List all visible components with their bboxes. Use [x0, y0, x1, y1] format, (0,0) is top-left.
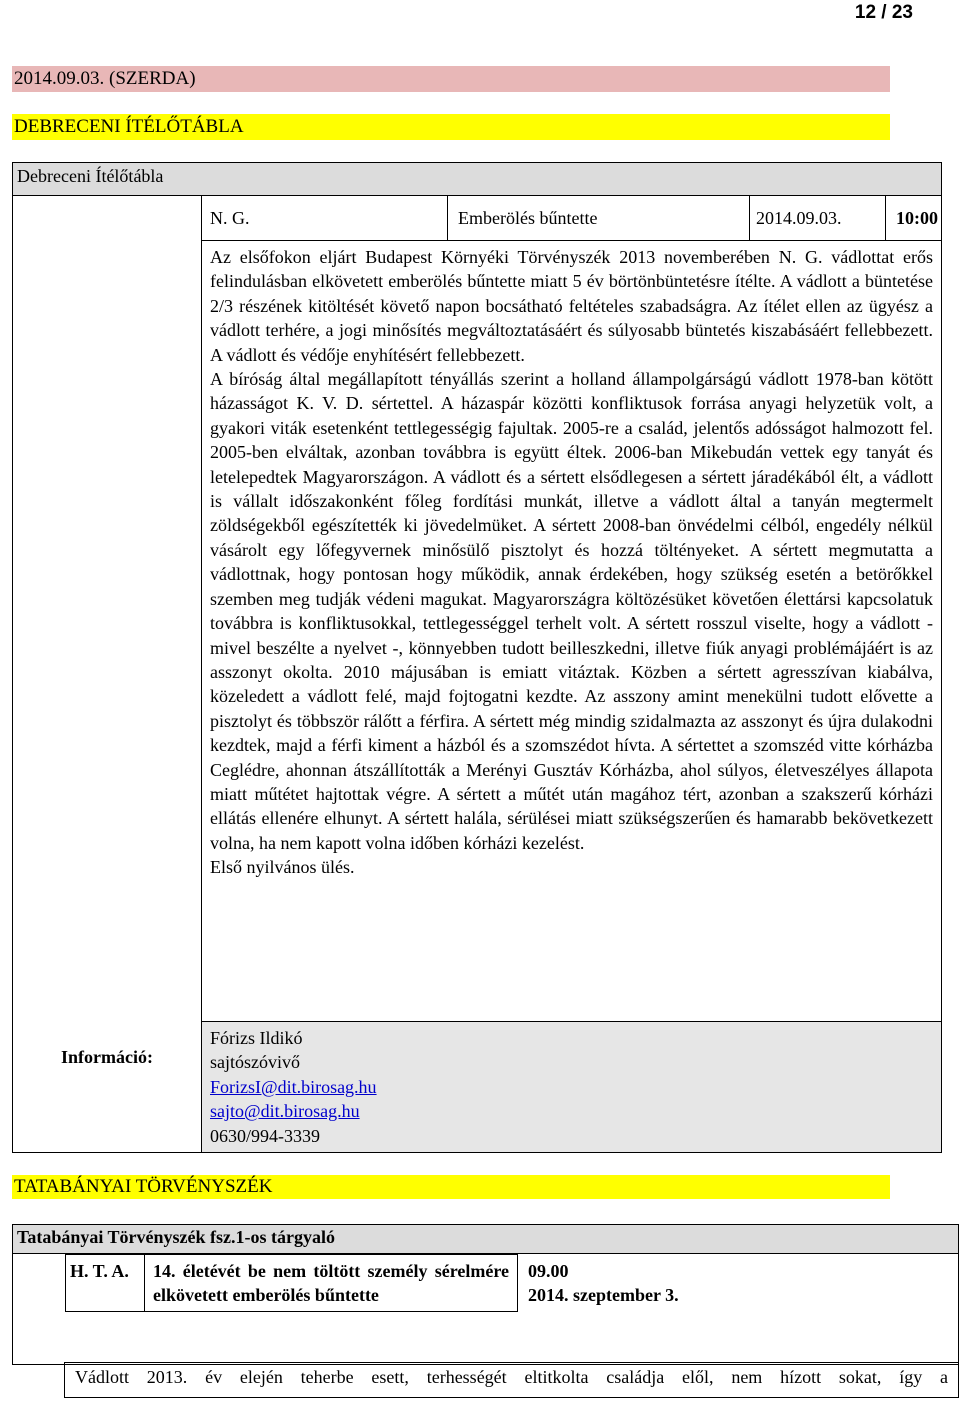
case-schedule-tb	[518, 1255, 689, 1312]
case-description	[202, 241, 942, 1022]
case-table-tatabanya	[65, 1254, 689, 1312]
case-time: 10:00	[886, 196, 942, 241]
court-name: Debreceni Ítélőtábla	[13, 163, 942, 196]
case-date: 2014.09.03.	[750, 196, 886, 241]
case-description-tb: Vádlott 2013. év elején teherbe esett, terhességét eltitkolta családja elől, nem hízott sokat, így a	[64, 1362, 959, 1398]
info-label: Információ:	[13, 196, 202, 1153]
case-defendant: N. G.	[202, 196, 448, 241]
hearing-table-tatabanya	[12, 1224, 959, 1365]
contact-block	[202, 1022, 942, 1153]
case-defendant-tb: H. T. A.	[66, 1255, 145, 1312]
paragraph-facts: A bíróság által megállapított tényállás szerint a holland állampolgárságú vádlott 1978-ban kötött házasságot K. V. D. sértettel. A házaspár közötti konfliktusok forrása anyagi helyzetük volt, a gyakori viták esetenként tettlegességig fajultak. 2005-re a család, jelentős adósságot halmozott fel. 2005-ben elváltak, azonban továbbra is együtt éltek. 2006-ban Mikebudán vettek egy tanyát és letelepedtek Magyarországon. A vádlott és a sértett elsődlegesen a sértett járadékából élt, a vádlott is vállalt időszakonként főleg fordítási munkát, illetve a vádlott által a tanyán megtermelt zöldségekből egészítették ki jövedelmüket. A sértett 2008-ban önvédelmi célból, engedély nélkül vásárolt egy lőfegyvernek minősülő pisztolyt és hozzá töltényeket. A sértett megmutatta a vádlottnak, hogy pontosan hogy működik, annak érdekében, hogy szükség esetén a betörőkkel szemben meg tudják védeni magukat. Magyarországra költözésüket követően élettársi kapcsolatuk továbbra is konfliktusokkal, tettlegességgel terhelt volt. A sértett rosszul viselte, hogy a vádlott - mivel beszélte a nyelvet -, könnyebben tudott beilleszkedni, illetve fiúk anyagi problémájáért is az asszonyt okolta. 2010 májusában is emiatt vitáztak. Közben a sértett agresszívan kiabálva, közeledett a vádlott felé, majd fojtogatni kezdte. Az asszony amint menekülni tudott elővette a pisztolyt és többször rálőtt a férfira. A sértett még mindig szidalmazta az asszonyt és újra dulakodni kezdtek, majd a férfi kiment a házból és a szomszédot hívta. A sértettet a szomszéd vitte kórházba Ceglédre, ahonnan átszállították a Merényi Gusztáv Kórházba, ahol súlyos, életveszélyes állapota miatt műtétet hajtottak végre. A sértett a műtét után magához tért, azonban a szakszerű kórházi ellátás ellenére elhunyt. A sértett halála, sérülései miatt szükségszerűen és hamarabb bekövetkezett volna, ha nem kapott volna időben kórházi kezelést.	[210, 369, 933, 853]
venue-title: Tatabányai Törvényszék fsz.1-os tárgyaló	[13, 1225, 958, 1254]
contact-phone: 0630/994-3339	[210, 1125, 320, 1146]
hearing-table-debrecen	[12, 162, 942, 1153]
case-date-tb: 2014. szeptember 3.	[528, 1284, 679, 1305]
contact-name: Fórizs Ildikó	[210, 1028, 303, 1048]
case-charge-tb: 14. életévét be nem töltött személy sérelmére elkövetett emberölés bűntette	[145, 1255, 518, 1312]
press-email-link[interactable]: sajto@dit.birosag.hu	[210, 1101, 360, 1122]
date-header: 2014.09.03. (SZERDA)	[12, 66, 890, 92]
page-number: 12 / 23	[854, 2, 913, 23]
case-time-tb: 09.00	[528, 1260, 569, 1281]
contact-email-link[interactable]: ForizsI@dit.birosag.hu	[210, 1076, 377, 1097]
court-header-debrecen: DEBRECENI ÍTÉLŐTÁBLA	[12, 114, 890, 140]
paragraph-appeal: Az elsőfokon eljárt Budapest Környéki Törvényszék 2013 novemberében N. G. vádlottat erős felindulásban elkövetett emberölés bűntette miatt 5 év börtönbüntetésre ítélte. A vádlott a büntetése 2/3 részének kitöltését követő napon bocsátható feltételes szabadságra. Az ítélet ellen az ügyész a vádlott terhére, a jogi minősítés megváltoztatásáért és súlyosabb büntetés kiszabásáért fellebbezett. A vádlott és védője enyhítésért fellebbezett.	[210, 247, 933, 365]
contact-role: sajtószóvivő	[210, 1052, 300, 1073]
case-charge: Emberölés bűntette	[448, 196, 750, 241]
court-header-tatabanya: TATABÁNYAI TÖRVÉNYSZÉK	[12, 1175, 890, 1199]
paragraph-hearing-type: Első nyilvános ülés.	[210, 857, 355, 878]
